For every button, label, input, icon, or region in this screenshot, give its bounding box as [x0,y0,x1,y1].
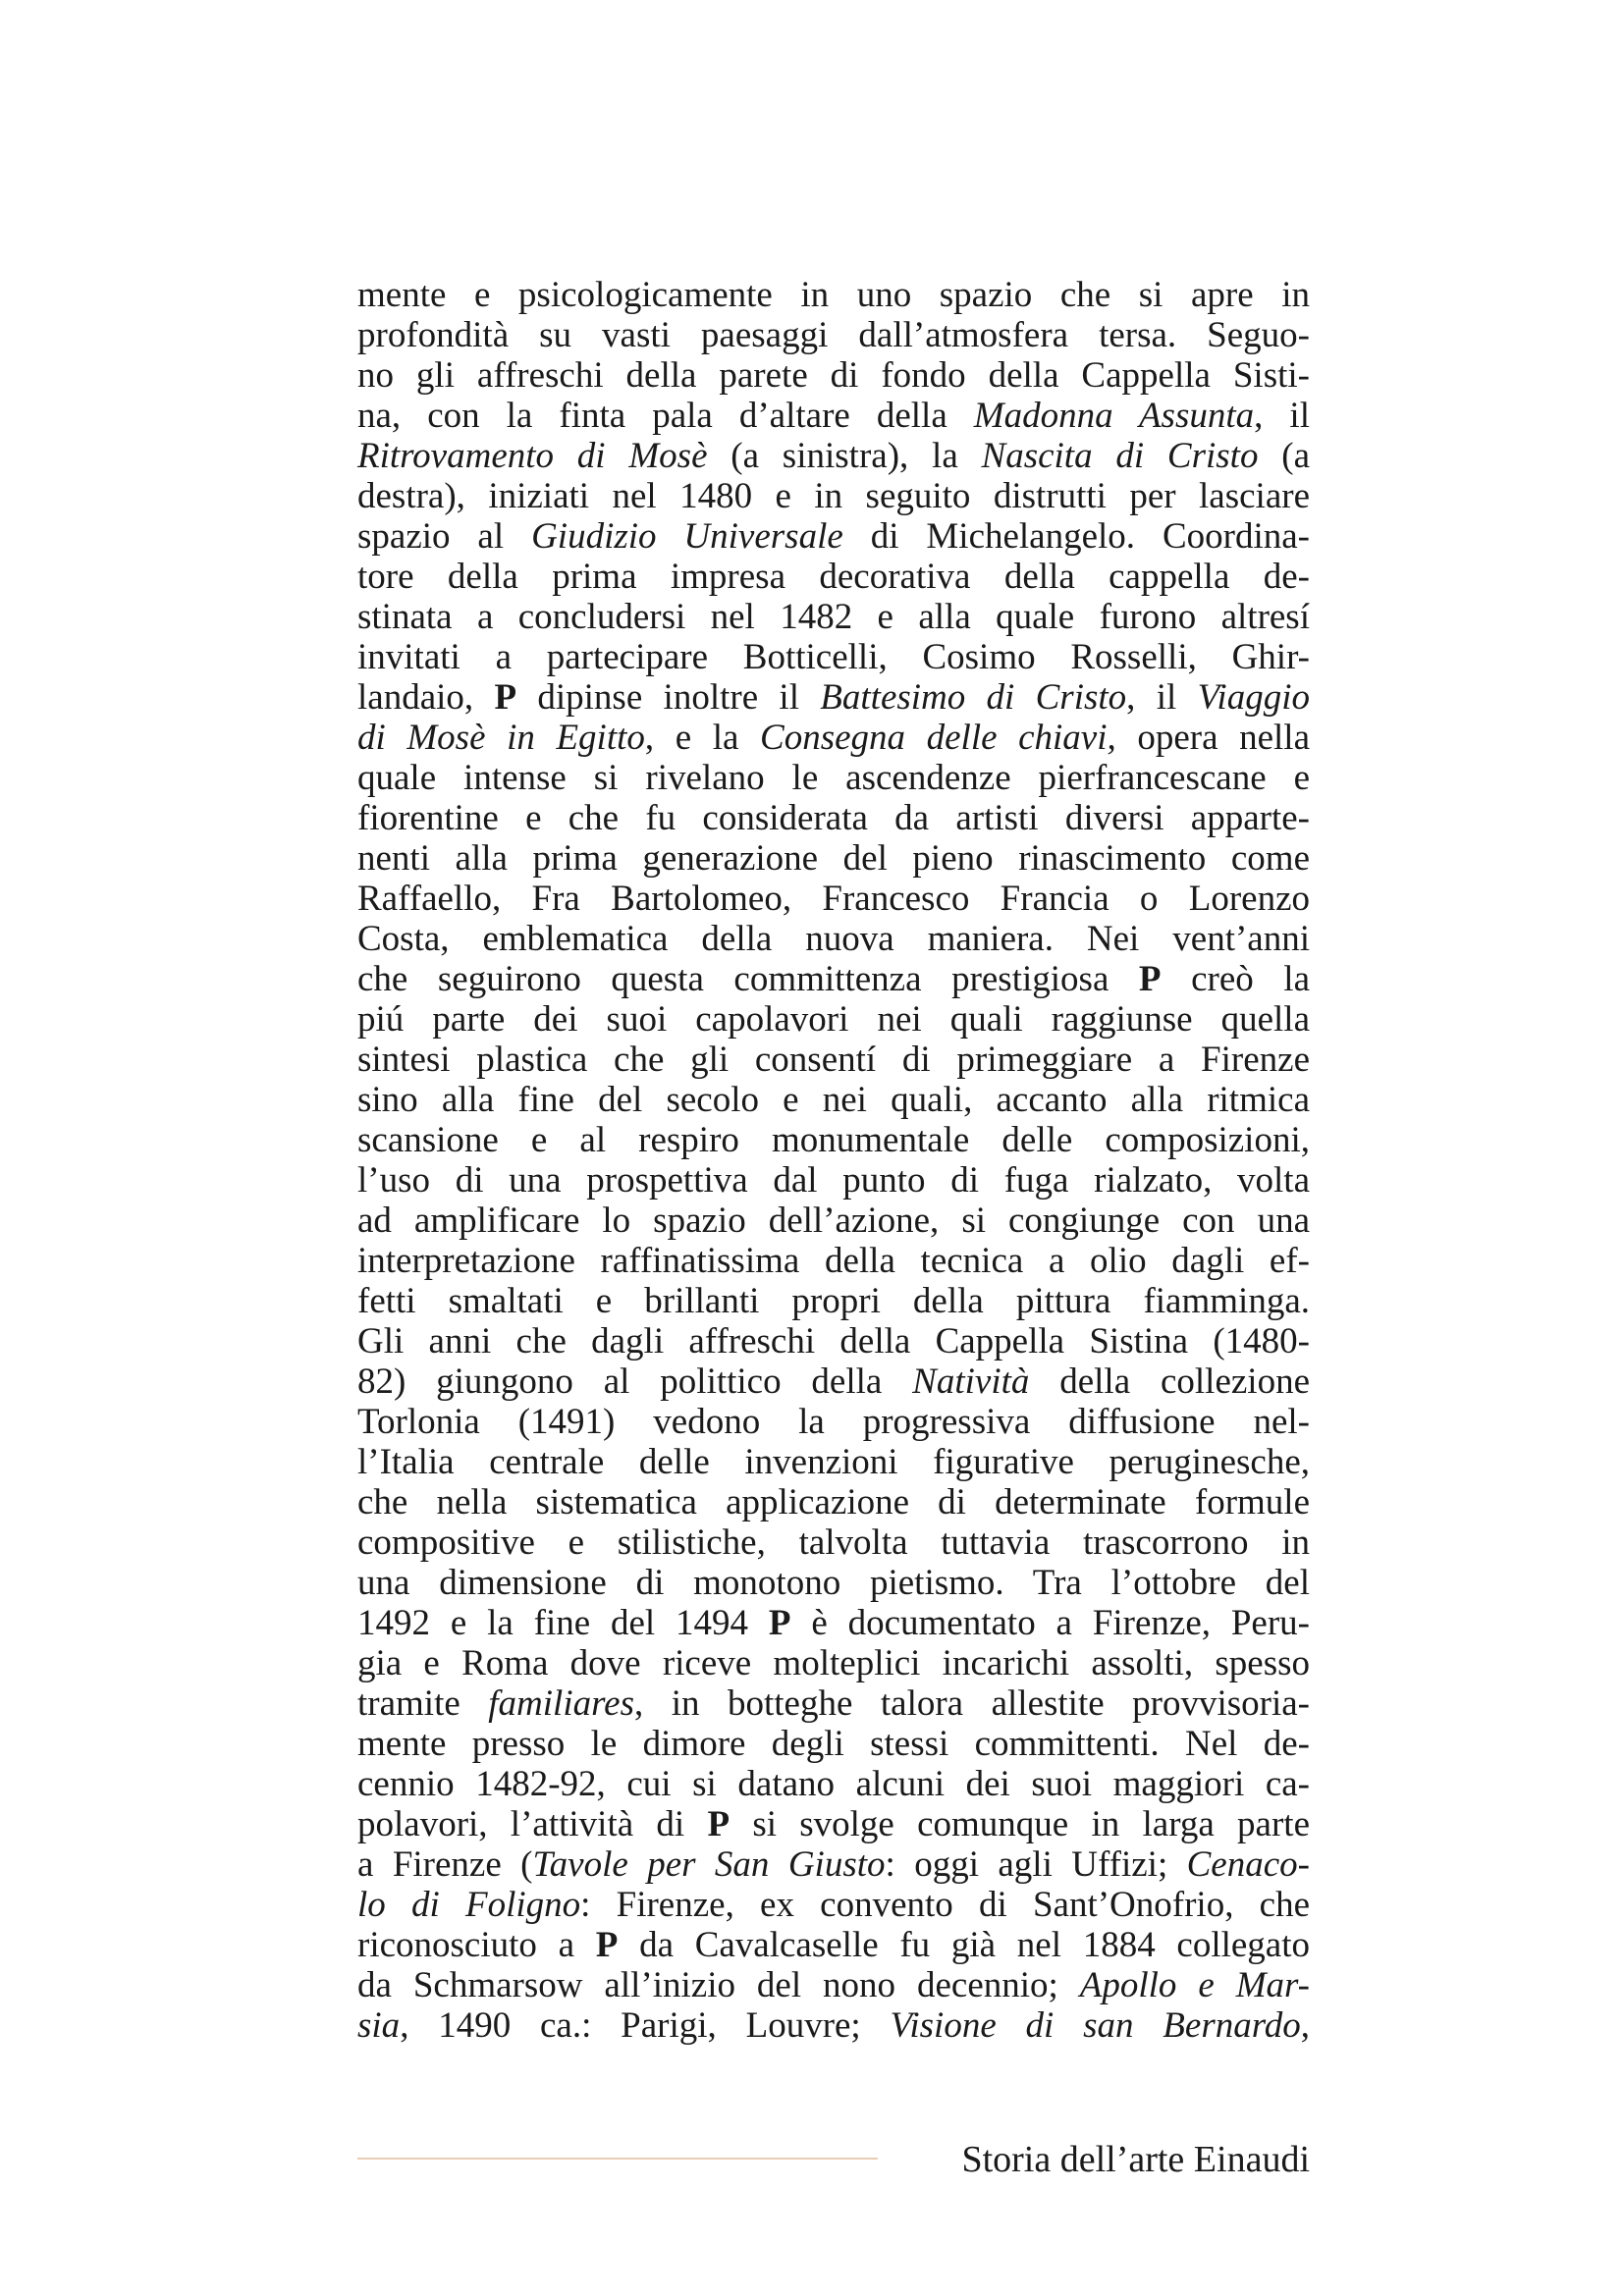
text-line [357,1804,1310,1844]
text-run: scansione e al respiro monumentale delle composizioni, [357,1120,1310,1160]
italic-title: Viaggio [1197,677,1310,718]
text-run: tore della prima impresa decorativa della cappella de- [357,557,1310,597]
text-line [357,1080,1310,1120]
text-line [357,436,1310,476]
text-run: , il [1254,396,1310,436]
text-run: na, con la finta pala d’altare della [357,396,974,436]
text-run: destra), iniziati nel 1480 e in seguito distrutti per lasciare [357,476,1310,516]
italic-title: Battesimo di Cristo [820,677,1127,718]
text-line [357,1965,1310,2005]
text-run: a Firenze ( [357,1844,533,1885]
text-line [357,1885,1310,1925]
text-line [357,919,1310,959]
text-line [357,718,1310,758]
text-line [357,476,1310,516]
text-line [357,637,1310,677]
text-line [357,1321,1310,1362]
text-line [357,1362,1310,1402]
text-run: dipinse inoltre il [516,677,821,718]
text-line [357,1281,1310,1321]
text-line [357,1201,1310,1241]
italic-title: Natività [912,1362,1030,1402]
text-run: stinata a concludersi nel 1482 e alla quale furono altresí [357,597,1310,637]
text-line [357,275,1310,315]
text-line [357,1160,1310,1201]
text-run: : oggi agli Uffizi; [885,1844,1187,1885]
text-line [357,1563,1310,1603]
bold-initial: P [595,1925,619,1965]
text-line [357,315,1310,355]
text-run: sino alla fine del secolo e nei quali, accanto alla ritmica [357,1080,1310,1120]
text-line [357,1482,1310,1522]
text-run: creò la [1161,959,1310,999]
text-line [357,1603,1310,1643]
text-run: compositive e stilistiche, talvolta tuttavia trascorrono in [357,1522,1310,1563]
text-line [357,1402,1310,1442]
text-run: ad amplificare lo spazio dell’azione, si congiunge con una [357,1201,1310,1241]
italic-title: di Mosè in Egitto [357,718,645,758]
text-line [357,597,1310,637]
text-run: , [1300,2005,1310,2046]
bold-initial: P [1138,959,1162,999]
italic-title: Apollo e Mar- [1079,1965,1310,2005]
text-run: spazio al [357,516,532,557]
italic-title: Nascita di Cristo [981,436,1259,476]
text-run: mente e psicologicamente in uno spazio che si apre in [357,275,1310,315]
italic-title: Cenaco- [1186,1844,1310,1885]
text-run: l’Italia centrale delle invenzioni figurative peruginesche, [357,1442,1310,1482]
text-run: landaio, [357,677,495,718]
text-run: da Schmarsow all’inizio del nono decennio; [357,1965,1080,2005]
text-run: della collezione [1029,1362,1310,1402]
footer-title: Storia dell’arte Einaudi [961,2139,1310,2180]
text-run: nenti alla prima generazione del pieno rinascimento come [357,838,1310,879]
text-run: riconosciuto a [357,1925,596,1965]
text-run: 82) giungono al polittico della [357,1362,913,1402]
text-line [357,677,1310,718]
text-line [357,1844,1310,1885]
italic-title: familiares [488,1683,634,1724]
text-line [357,1925,1310,1965]
text-run: , il [1126,677,1198,718]
text-line [357,1764,1310,1804]
text-run: : Firenze, ex convento di Sant’Onofrio, che [580,1885,1310,1925]
text-run: , in botteghe talora allestite provvisoria- [633,1683,1310,1724]
text-run: Raffaello, Fra Bartolomeo, Francesco Francia o Lorenzo [357,879,1310,919]
text-line [357,1241,1310,1281]
text-run: gia e Roma dove riceve molteplici incarichi assolti, spesso [357,1643,1310,1683]
text-line [357,1040,1310,1080]
text-line [357,2005,1310,2046]
text-line [357,1724,1310,1764]
text-run: che seguirono questa committenza prestigiosa [357,959,1139,999]
text-run: (a [1258,436,1310,476]
text-run: una dimensione di monotono pietismo. Tra l’ottobre del [357,1563,1310,1603]
text-line [357,557,1310,597]
text-run: , 1490 ca.: Parigi, Louvre; [400,2005,891,2046]
text-run: l’uso di una prospettiva dal punto di fuga rialzato, volta [357,1160,1310,1201]
text-run: tramite [357,1683,489,1724]
italic-title: Consegna delle chiavi, [760,718,1116,758]
text-run: che nella sistematica applicazione di determinate formule [357,1482,1310,1522]
text-line [357,758,1310,798]
text-run: profondità su vasti paesaggi dall’atmosfera tersa. Seguo- [357,315,1310,355]
text-run: invitati a partecipare Botticelli, Cosimo Rosselli, Ghir- [357,637,1310,677]
text-run: (a sinistra), la [707,436,982,476]
text-run: mente presso le dimore degli stessi committenti. Nel de- [357,1724,1310,1764]
text-run: sintesi plastica che gli consentí di primeggiare a Firenze [357,1040,1310,1080]
italic-title: Giudizio Universale [531,516,843,557]
text-run: piú parte dei suoi capolavori nei quali raggiunse quella [357,999,1310,1040]
italic-title: sia [357,2005,401,2046]
text-run: cennio 1482-92, cui si datano alcuni dei suoi maggiori ca- [357,1764,1310,1804]
text-run: fiorentine e che fu considerata da artisti diversi apparte- [357,798,1310,838]
text-line [357,516,1310,557]
text-run: Costa, emblematica della nuova maniera. Nei vent’anni [357,919,1310,959]
text-line [357,959,1310,999]
text-run: è documentato a Firenze, Peru- [790,1603,1310,1643]
text-run: 1492 e la fine del 1494 [357,1603,769,1643]
text-run: no gli affreschi della parete di fondo della Cappella Sisti- [357,355,1310,396]
text-run: fetti smaltati e brillanti propri della pittura fiamminga. [357,1281,1310,1321]
bold-initial: P [494,677,517,718]
italic-title: Madonna Assunta [973,396,1255,436]
text-run: Torlonia (1491) vedono la progressiva diffusione nel- [357,1402,1310,1442]
italic-title: Tavole per San Giusto [532,1844,886,1885]
text-line [357,999,1310,1040]
footer-rule [357,2158,878,2160]
text-line [357,1522,1310,1563]
bold-initial: P [768,1603,791,1643]
italic-title: Visione di san Bernardo [890,2005,1301,2046]
text-line [357,1442,1310,1482]
text-line [357,396,1310,436]
text-line [357,1120,1310,1160]
body-text [357,275,1310,2046]
text-line [357,355,1310,396]
page-footer [357,2138,1310,2187]
bold-initial: P [707,1804,730,1844]
text-run: di Michelangelo. Coordina- [842,516,1310,557]
italic-title: lo di Foligno [357,1885,581,1925]
text-run: si svolge comunque in larga parte [730,1804,1310,1844]
text-line [357,798,1310,838]
italic-title: Ritrovamento di Mosè [357,436,708,476]
text-line [357,838,1310,879]
text-run: quale intense si rivelano le ascendenze pierfrancescane e [357,758,1310,798]
text-run: , e la [644,718,761,758]
text-run: opera nella [1115,718,1311,758]
text-line [357,879,1310,919]
text-run: interpretazione raffinatissima della tecnica a olio dagli ef- [357,1241,1310,1281]
text-run: da Cavalcaselle fu già nel 1884 collegato [618,1925,1310,1965]
text-line [357,1683,1310,1724]
text-run: polavori, l’attività di [357,1804,708,1844]
text-run: Gli anni che dagli affreschi della Cappella Sistina (1480- [357,1321,1310,1362]
text-line [357,1643,1310,1683]
